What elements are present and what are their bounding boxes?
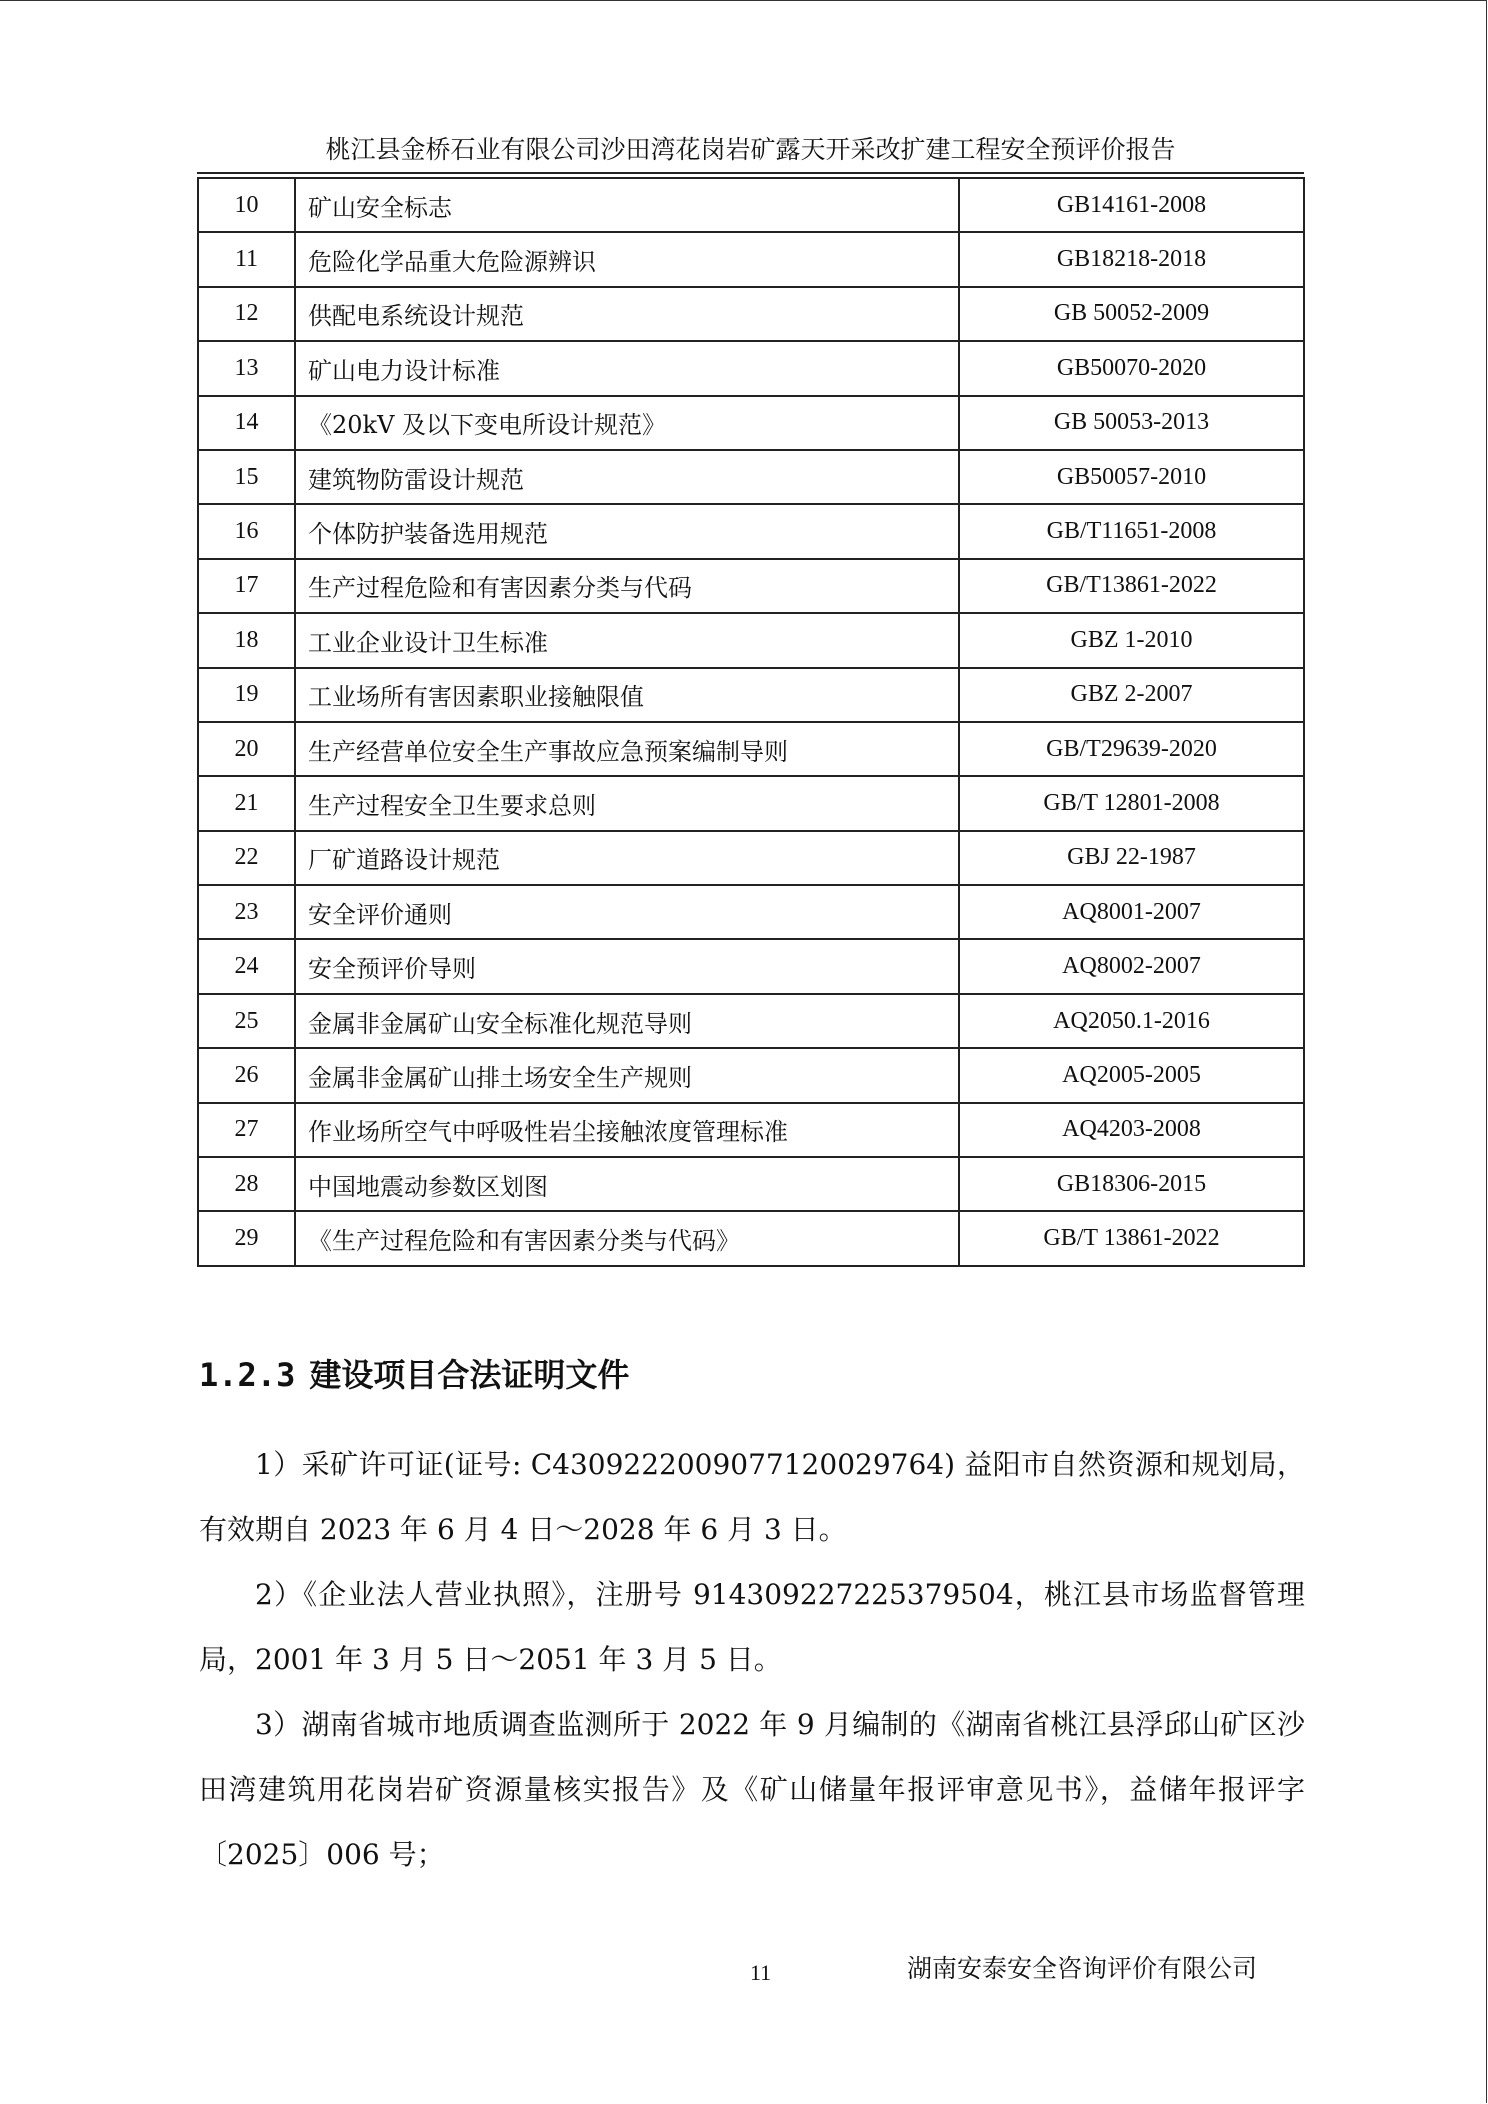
row-number: 10 — [198, 178, 295, 232]
row-number: 22 — [198, 831, 295, 885]
standard-name: 危险化学品重大危险源辨识 — [295, 232, 959, 286]
row-number: 23 — [198, 885, 295, 939]
table-row — [198, 341, 1304, 395]
standard-code: GB14161-2008 — [959, 178, 1304, 232]
footer-company: 湖南安泰安全咨询评价有限公司 — [907, 1954, 1258, 1983]
section-number: 1.2.3 — [199, 1356, 296, 1394]
table-row — [198, 396, 1304, 450]
standard-code: AQ2050.1-2016 — [959, 994, 1304, 1048]
table-row — [198, 1048, 1304, 1102]
table-row — [198, 994, 1304, 1048]
standard-name: 工业企业设计卫生标准 — [295, 613, 959, 667]
standard-code: GB 50052-2009 — [959, 287, 1304, 341]
row-number: 26 — [198, 1048, 295, 1102]
paragraph: 1）采矿许可证(证号: C4309222009077120029764) 益阳市自然资源和规划局，有效期自 2023 年 6 月 4 日～2028 年 6 月 3 日。 — [199, 1448, 1305, 1546]
row-number: 20 — [198, 722, 295, 776]
table-row — [198, 885, 1304, 939]
row-number: 15 — [198, 450, 295, 504]
standard-name: 生产过程安全卫生要求总则 — [295, 776, 959, 830]
header-rule — [197, 172, 1304, 174]
row-number: 24 — [198, 939, 295, 993]
table-row — [198, 559, 1304, 613]
table-row — [198, 668, 1304, 722]
standard-name: 中国地震动参数区划图 — [295, 1157, 959, 1211]
standard-name: 建筑物防雷设计规范 — [295, 450, 959, 504]
running-header: 桃江县金桥石业有限公司沙田湾花岗岩矿露天开采改扩建工程安全预评价报告 — [325, 135, 1176, 164]
row-number: 16 — [198, 504, 295, 558]
standard-name: 工业场所有害因素职业接触限值 — [295, 668, 959, 722]
table-row — [198, 450, 1304, 504]
table-row — [198, 939, 1304, 993]
row-number: 11 — [198, 232, 295, 286]
row-number: 18 — [198, 613, 295, 667]
standard-name: 安全评价通则 — [295, 885, 959, 939]
standard-code: AQ8002-2007 — [959, 939, 1304, 993]
table-row — [198, 1103, 1304, 1157]
standard-code: AQ4203-2008 — [959, 1103, 1304, 1157]
standard-name: 矿山电力设计标准 — [295, 341, 959, 395]
standard-name: 供配电系统设计规范 — [295, 287, 959, 341]
paragraph: 2）《企业法人营业执照》，注册号 914309227225379504，桃江县市场监督管理局，2001 年 3 月 5 日～2051 年 3 月 5 日。 — [199, 1578, 1305, 1676]
table-row — [198, 1157, 1304, 1211]
table-row — [198, 287, 1304, 341]
standard-name: 生产经营单位安全生产事故应急预案编制导则 — [295, 722, 959, 776]
standards-table — [197, 177, 1305, 1267]
row-number: 19 — [198, 668, 295, 722]
standard-name: 矿山安全标志 — [295, 178, 959, 232]
section-heading — [199, 1350, 629, 1396]
standard-name: 厂矿道路设计规范 — [295, 831, 959, 885]
standard-name: 金属非金属矿山安全标准化规范导则 — [295, 994, 959, 1048]
row-number: 29 — [198, 1211, 295, 1265]
standard-name: 安全预评价导则 — [295, 939, 959, 993]
standard-code: GBJ 22-1987 — [959, 831, 1304, 885]
table-row — [198, 232, 1304, 286]
table-row — [198, 504, 1304, 558]
table-row — [198, 722, 1304, 776]
standard-code: GB50057-2010 — [959, 450, 1304, 504]
row-number: 27 — [198, 1103, 295, 1157]
standard-code: GB/T 13861-2022 — [959, 1211, 1304, 1265]
page-number: 11 — [750, 1960, 772, 1985]
table-row — [198, 776, 1304, 830]
standard-code: GBZ 1-2010 — [959, 613, 1304, 667]
standard-code: GB/T13861-2022 — [959, 559, 1304, 613]
standard-code: GB 50053-2013 — [959, 396, 1304, 450]
row-number: 21 — [198, 776, 295, 830]
standard-code: GBZ 2-2007 — [959, 668, 1304, 722]
standard-code: GB/T 12801-2008 — [959, 776, 1304, 830]
standard-name: 作业场所空气中呼吸性岩尘接触浓度管理标准 — [295, 1103, 959, 1157]
table-row — [198, 1211, 1304, 1265]
standard-code: GB/T11651-2008 — [959, 504, 1304, 558]
standard-name: 金属非金属矿山排土场安全生产规则 — [295, 1048, 959, 1102]
standard-code: AQ8001-2007 — [959, 885, 1304, 939]
standard-code: GB18306-2015 — [959, 1157, 1304, 1211]
section-title: 建设项目合法证明文件 — [309, 1356, 630, 1394]
paragraph: 3）湖南省城市地质调查监测所于 2022 年 9 月编制的《湖南省桃江县浮邱山矿区沙田湾建筑用花岗岩矿资源量核实报告》及《矿山储量年报评审意见书》，益储年报评字〔2025〕006 号； — [199, 1708, 1305, 1871]
row-number: 13 — [198, 341, 295, 395]
row-number: 25 — [198, 994, 295, 1048]
standard-name: 生产过程危险和有害因素分类与代码 — [295, 559, 959, 613]
standard-code: AQ2005-2005 — [959, 1048, 1304, 1102]
row-number: 14 — [198, 396, 295, 450]
standard-code: GB/T29639-2020 — [959, 722, 1304, 776]
standard-code: GB18218-2018 — [959, 232, 1304, 286]
standard-name: 《20kV 及以下变电所设计规范》 — [295, 396, 959, 450]
section-body — [199, 1432, 1305, 1887]
row-number: 28 — [198, 1157, 295, 1211]
table-row — [198, 613, 1304, 667]
table-row — [198, 831, 1304, 885]
standard-name: 个体防护装备选用规范 — [295, 504, 959, 558]
table-row — [198, 178, 1304, 232]
row-number: 17 — [198, 559, 295, 613]
row-number: 12 — [198, 287, 295, 341]
standard-name: 《生产过程危险和有害因素分类与代码》 — [295, 1211, 959, 1265]
standard-code: GB50070-2020 — [959, 341, 1304, 395]
